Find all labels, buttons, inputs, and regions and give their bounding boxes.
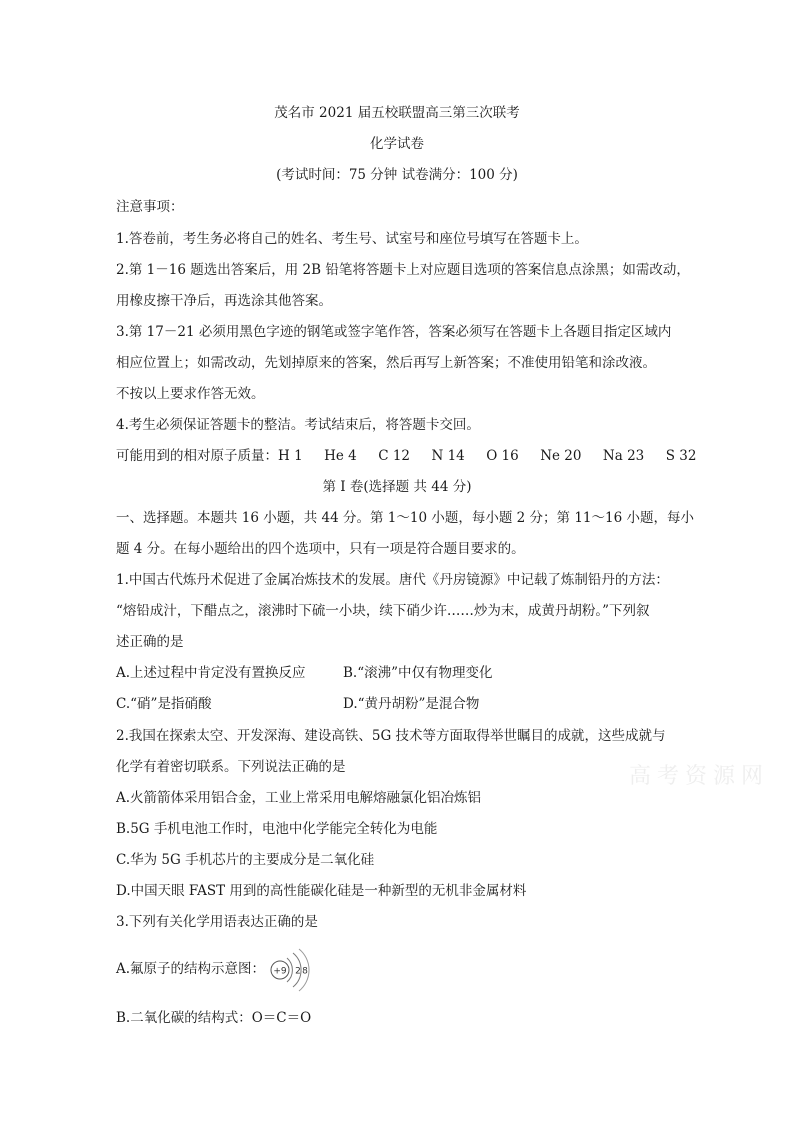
q2-option-d: D.中国天眼 FAST 用到的高性能碳化硅是一种新型的无机非金属材料 [116,883,527,899]
electron-shell-1 [287,958,292,982]
watermark [625,758,794,792]
notice-item-3-line-1: 3.第 17－21 必须用黑色字迹的钢笔或签字笔作答，答案必须写在答题卡上各题目指定区域内 [116,324,672,340]
exam-subject: 化学试卷 [370,136,424,152]
section-intro-line-1: 一、选择题。本题共 16 小题，共 44 分。第 1～10 小题，每小题 2 分；第 11～16 小题，每小 [116,510,694,526]
q2-option-a: A.火箭箭体采用铝合金，工业上常采用电解熔融氯化铝冶炼铝 [116,790,482,806]
q1-stem-line-2: “熔铅成汁，下醋点之，滚沸时下硫一小块，续下硝少许……炒为末，成黄丹胡粉。”下列叙 [116,603,650,619]
notice-item-1: 1.答卷前，考生务必将自己的姓名、考生号、试室号和座位号填写在答题卡上。 [116,231,588,247]
q3-option-b: B.二氧化碳的结构式：O＝C＝O [116,1010,312,1026]
q1-option-c: C.“硝”是指硝酸 [116,696,212,712]
notice-item-3-line-2: 相应位置上；如需改动，先划掉原来的答案，然后再写上新答案；不准使用铅笔和涂改液。 [116,355,656,371]
q1-stem-line-1: 1.中国古代炼丹术促进了金属冶炼技术的发展。唐代《丹房镜源》中记载了炼制铅丹的方法： [116,572,669,588]
notice-heading: 注意事项： [116,199,184,215]
q3-stem: 3.下列有关化学用语表达正确的是 [116,914,318,930]
q2-stem-line-1: 2.我国在探索太空、开发深海、建设高铁、5G 技术等方面取得举世瞩目的成就，这些成就与 [116,728,666,744]
nucleus-charge: +9 [273,966,287,977]
q2-stem-line-2: 化学有着密切联系。下列说法正确的是 [116,759,346,775]
notice-item-4: 4.考生必须保证答题卡的整洁。考试结束后，将答题卡交回。 [116,417,480,433]
q3-option-a: A.氟原子的结构示意图： [116,961,266,977]
q2-option-c: C.华为 5G 手机芯片的主要成分是二氧化硅 [116,852,375,868]
atomic-masses: 可能用到的相对原子质量：H 1 He 4 C 12 N 14 O 16 Ne 20 Na 23 S 32 [116,448,697,464]
notice-item-3-line-3: 不按以上要求作答无效。 [116,386,265,402]
notice-item-2-line-2: 用橡皮擦干净后，再选涂其他答案。 [116,293,332,309]
section-title: 第 I 卷(选择题 共 44 分) [322,479,472,495]
q1-stem-line-3: 述正确的是 [116,634,184,650]
fluorine-atom-diagram [262,944,314,996]
q2-option-b: B.5G 手机电池工作时，电池中化学能完全转化为电能 [116,821,438,837]
q1-option-d: D.“黄丹胡粉”是混合物 [343,696,480,712]
notice-item-2-line-1: 2.第 1－16 题选出答案后，用 2B 铅笔将答题卡上对应题目选项的答案信息点涂黑；如需改动， [116,262,690,278]
q1-option-b: B.“滚沸”中仅有物理变化 [343,665,493,681]
section-intro-line-2: 题 4 分。在每小题给出的四个选项中，只有一项是符合题目要求的。 [116,541,525,557]
watermark-text: 高考资源网 [629,764,770,789]
q1-option-a: A.上述过程中肯定没有置换反应 [116,665,306,681]
exam-title: 茂名市 2021 届五校联盟高三第三次联考 [274,105,520,121]
shell-2-electrons: 8 [302,966,308,977]
exam-info: (考试时间：75 分钟 试卷满分：100 分) [276,167,518,183]
shell-1-electrons: 2 [295,966,301,977]
